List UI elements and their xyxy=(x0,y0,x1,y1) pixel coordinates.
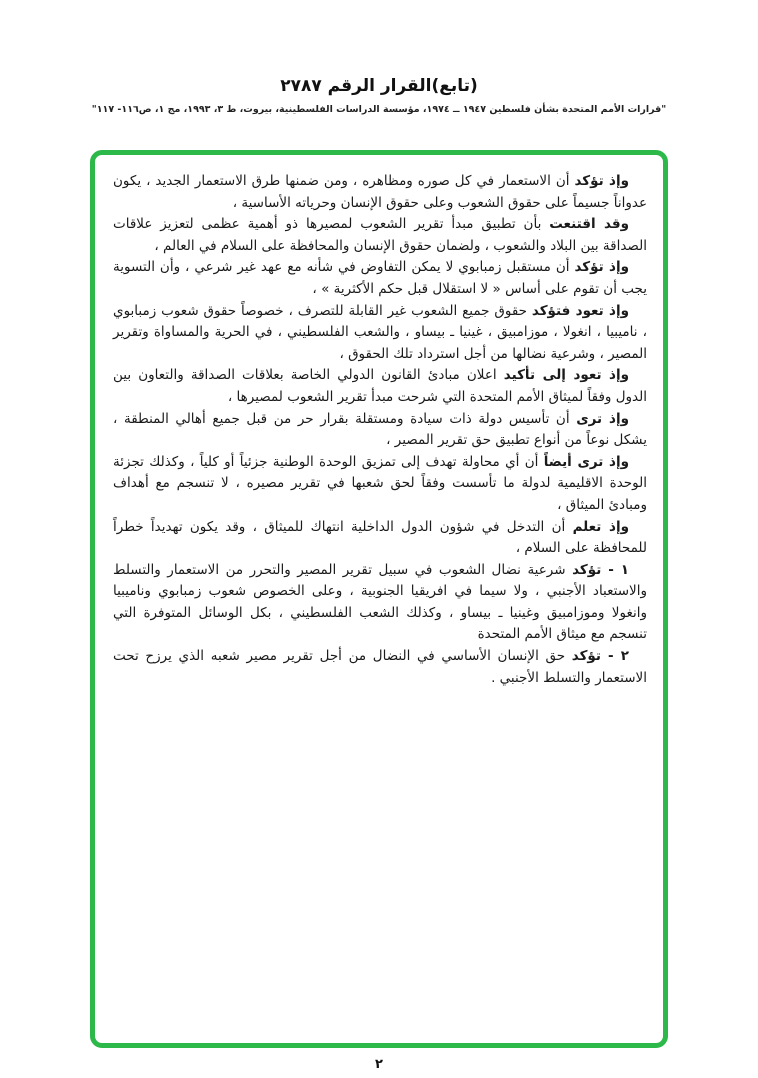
paragraph-lead: وإذ تعود إلى تأكيد xyxy=(503,367,629,384)
paragraph: وإذ تعلم أن التدخل في شؤون الدول الداخلية انتهاك للميثاق ، وقد يكون تهديداً خطراً للمحافظة على السلام ، xyxy=(113,518,647,557)
paragraph-lead: وإذ ترى xyxy=(576,410,629,427)
paragraph: ٢ - تؤكد حق الإنسان الأساسي في النضال من أجل تقرير مصير شعبه الذي يرزح تحت الاستعمار والتسلط الأجنبي . xyxy=(113,648,647,686)
paragraph: وإذ تؤكد أن مستقبل زمبابوي لا يمكن التفاوض في شأنه مع عهد غير شرعي ، وأن التسوية يجب أن تقوم على أساس « لا استقلال قبل حكم الأكثرية » ، xyxy=(113,259,647,297)
paragraph: وإذ تعود فتؤكد حقوق جميع الشعوب غير القابلة للتصرف ، خصوصاً حقوق شعوب زمبابوي ، ناميبيا ، انغولا ، موزامبيق ، غينيا ـ بيساو ، والشعب الفلسطيني ، في الحرية والمساواة وتقرير المصير ، وشرعية نضالها من أجل استرداد تلك الحقوق ، xyxy=(113,302,647,362)
paragraph: وإذ تعود إلى تأكيد اعلان مبادئ القانون الدولي الخاصة بعلاقات الصداقة والتعاون بين الدول وفقاً لميثاق الأمم المتحدة التي شرحت مبدأ تقرير الشعوب لمصيرها ، xyxy=(113,367,647,405)
paragraph: وقد اقتنعت بأن تطبيق مبدأ تقرير الشعوب لمصيرها ذو أهمية عظمى لتعزيز علاقات الصداقة بين البلاد والشعوب ، ولضمان حقوق الإنسان والمحافظة على السلام في العالم ، xyxy=(113,216,647,254)
paragraph: وإذ تؤكد أن الاستعمار في كل صوره ومظاهره ، ومن ضمنها طرق الاستعمار الجديد ، يكون عدواناً جسيماً على حقوق الشعوب وعلى حقوق الإنسان وحرياته الأساسية ، xyxy=(113,173,647,211)
page-number: ٢ xyxy=(375,1057,383,1072)
paragraph-lead: وإذ ترى أيضاً xyxy=(543,453,630,470)
paragraph-lead: وإذ تعود فتؤكد xyxy=(531,302,629,319)
paragraph-lead: وقد اقتنعت xyxy=(549,216,629,233)
document-body xyxy=(113,171,647,689)
source-citation: "قرارات الأمم المتحدة بشأن فلسطين ١٩٤٧ ــ ١٩٧٤، مؤسسة الدراسات الفلسطينية، بيروت، ط ٣، ١٩٩٣، مج ١، ص١١٦- ١١٧" xyxy=(91,104,667,115)
paragraph: وإذ ترى أيضاً أن أي محاولة تهدف إلى تمزيق الوحدة الوطنية جزئياً أو كلياً ، وكذلك تجزئة الوحدة الاقليمية لدولة ما تأسست وفقاً لحق شعبها في تقرير مصيره ، لا تنسجم مع أهداف ومبادئ الميثاق ، xyxy=(113,453,647,513)
paragraph-lead: وإذ تؤكد xyxy=(574,173,629,189)
page-title: (تابع)القرار الرقم ٢٧٨٧ xyxy=(280,76,478,96)
paragraph-lead: ١ - تؤكد xyxy=(572,561,629,578)
paragraph-lead: وإذ تعلم xyxy=(572,518,629,535)
paragraph-lead: وإذ تؤكد xyxy=(574,259,629,276)
paragraph: ١ - تؤكد شرعية نضال الشعوب في سبيل تقرير المصير والتحرر من الاستعمار والتسلط والاستعباد الأجنبي ، ولا سيما في افريقيا الجنوبية ، وعلى الخصوص شعوب زمبابوي وناميبيا وانغولا وموزامبيق وغينيا ـ بيساو ، وكذلك الشعب الفلسطيني ، بكل الوسائل المتوفرة التي تنسجم مع ميثاق الأمم المتحدة xyxy=(113,561,647,643)
green-border-frame xyxy=(90,150,668,1048)
paragraph: وإذ ترى أن تأسيس دولة ذات سيادة ومستقلة بقرار حر من قبل جميع أهالي المنطقة ، يشكل نوعاً من أنواع تطبيق حق تقرير المصير ، xyxy=(113,410,647,449)
paragraph-lead: ٢ - تؤكد xyxy=(571,648,629,665)
